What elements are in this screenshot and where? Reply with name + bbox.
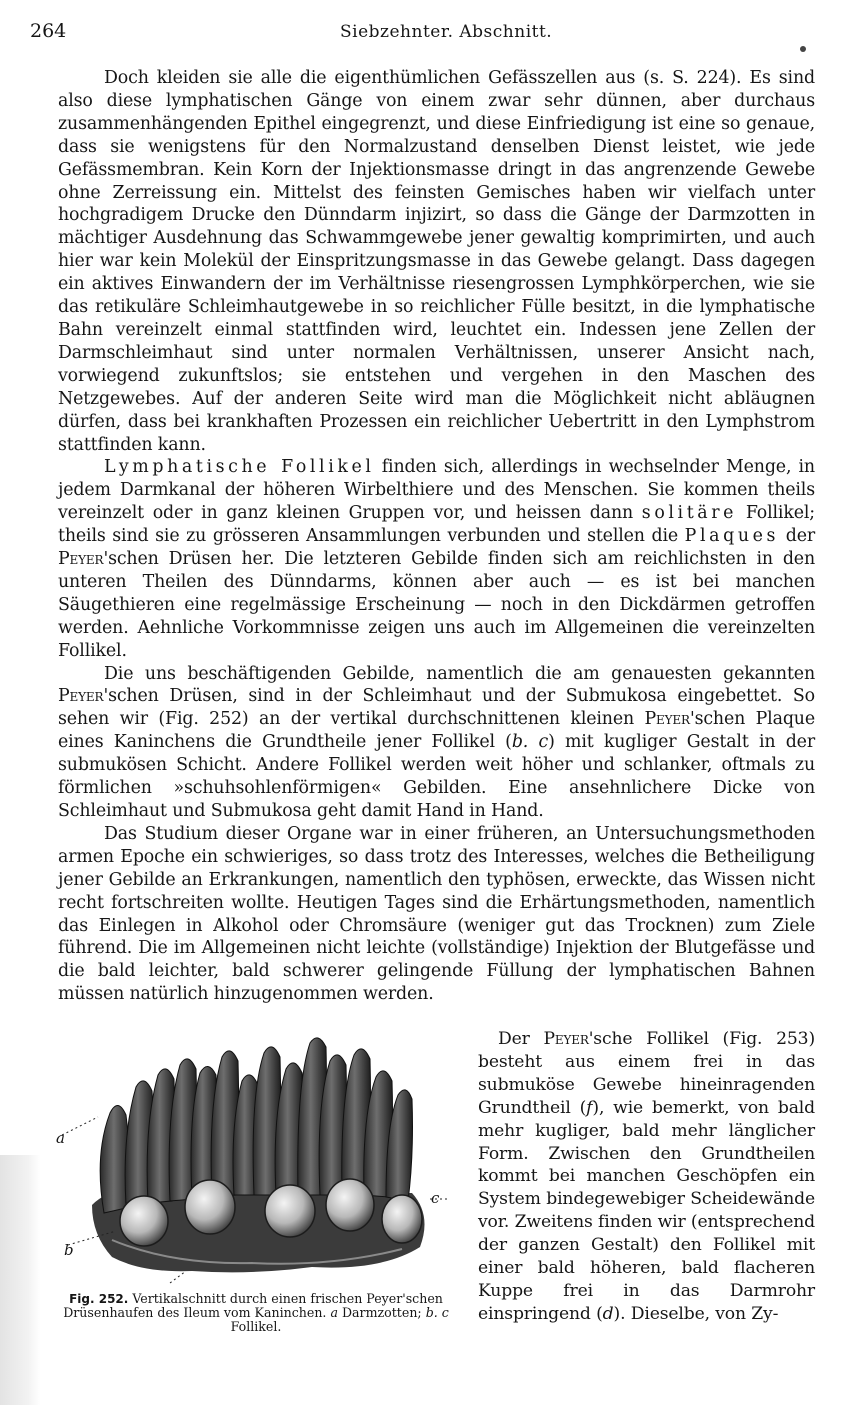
person-name: Peyer [58,686,104,707]
page-header [0,20,860,50]
paragraph-3: Die uns beschäftigenden Gebilde, namentlich die am genauesten gekannten Peyer'schen Drüsen, sind in der Schleimhaut und der Submukosa eingebettet. So sehen wir (Fig. 252) an der vertikal durchschnittenen kleinen Peyer'schen Plaque eines Kaninchens die Grundtheile jener Follikel (b. c) mit kugliger Gestalt in der submukösen Schicht. Andere Follikel werden weit höher und schlanker, oftmals zu förmlichen »schuhsohlenförmigen« Gebilden. Eine ansehnlichere Dicke von Schleimhaut und Submukosa geht damit Hand in Hand. [58,663,815,821]
term-solitaere: solitäre [641,503,738,524]
figure-label-a: a [56,1129,65,1147]
page-number: 264 [30,20,67,42]
villi-section-drawing [52,1035,455,1290]
running-head: Siebzehnter. Abschnitt. [340,22,553,42]
figure-252-caption: Fig. 252. Vertikalschnitt durch einen frischen Peyer'schen Drüsenhaufen des Ileum vom Kaninchen. a Darmzotten; b. c Follikel. [63,1291,449,1335]
figure-ref-label: f [586,1097,593,1118]
figure-ref-label: b. c [511,732,549,753]
ink-speck [800,46,806,52]
term-lymphatische-follikel: Lymphatische Follikel [104,457,375,478]
term-plaques: Plaques [684,526,780,547]
figure-252-illustration [52,1035,455,1290]
paragraph-1: Doch kleiden sie alle die eigenthümlichen Gefässzellen aus (s. S. 224). Es sind also diese lymphatischen Gänge von einem zwar sehr dünnen, aber durchaus zusammenhängenden Epithel eingegrenzt, und diese Einfriedigung ist eine so genaue, dass sie wenigstens für den Normalzustand denselben Dienst leistet, wie jede Gefässmembran. Kein Korn der Injektionsmasse dringt in das angrenzende Gewebe ohne Zerreissung ein. Mittelst des feinsten Gemisches haben wir vielfach unter hochgradigem Drucke den Dünndarm injizirt, so dass die Gänge der Darmzotten in mächtiger Ausdehnung das Schwammgewebe jener gewaltig komprimirten, und auch hier war kein Molekül der Einspritzungsmasse in das Gewebe gelangt. Dass dagegen ein aktives Einwandern der im Verhältnisse riesengrossen Lymphkörperchen, wie sie das retikuläre Schleimhautgewebe in so reichlicher Fülle besitzt, in die lymphatische Bahn vereinzelt einmal stattfinden wird, leuchtet ein. Indessen jene Zellen der Darmschleimhaut sind unter normalen Verhältnissen, unserer Ansicht nach, vorwiegend zukunftslos; sie entstehen und vergehen in den Maschen des Netzgewebes. Auf der anderen Seite wird man die Möglichkeit nicht abläugnen dürfen, dass bei krankhaften Prozessen ein reichlicher Uebertritt in den Lymphstrom stattfinden kann. [58,68,815,455]
right-text-column [478,1028,815,1326]
scan-edge-shadow [0,1155,40,1405]
figure-label-c: c [431,1189,440,1207]
person-name: Peyer [543,1029,589,1049]
person-name: Peyer [644,709,690,730]
figure-ref-label: d [602,1303,614,1324]
figure-label-b: b [64,1241,74,1259]
paragraph-2: Lymphatische Follikel finden sich, allerdings in wechselnder Menge, in jedem Darmkanal der höheren Wirbelthiere und des Menschen. Sie kommen theils vereinzelt oder in ganz kleinen Gruppen vor, und heissen dann solitäre Follikel; theils sind sie zu grösseren Ansammlungen verbunden und stellen die Plaques der Peyer'schen Drüsen her. Die letzteren Gebilde finden sich am reichlichsten in den unteren Theilen des Dünndarms, können aber auch — es ist bei manchen Säugethieren eine regelmässige Erscheinung — noch in den Dickdärmen getroffen werden. Aehnliche Vorkommnisse zeigen uns auch im Allgemeinen die vereinzelten Follikel. [58,457,815,661]
paragraph-4: Das Studium dieser Organe war in einer früheren, an Untersuchungsmethoden armen Epoche ein schwieriges, so dass trotz des Interesses, welches die Betheiligung jener Gebilde an Erkrankungen, namentlich den typhösen, erweckte, das Wissen nicht recht fortschreiten wollte. Heutigen Tages sind die Erhärtungsmethoden, namentlich das Einlegen in Alkohol oder Chromsäure (weniger gut das Trocknen) zum Ziele führend. Die im Allgemeinen nicht leichte (vollständige) Injektion der Blutgefässe und die bald leichter, bald schwerer gelingende Füllung der lymphatischen Bahnen müssen natürlich hinzugenommen werden. [58,823,815,1005]
paragraph-5: Der Peyer'sche Follikel (Fig. 253) besteht aus einem frei in das submuköse Gewebe hineinragenden Grundtheil (f), wie bemerkt, von bald mehr kugliger, bald mehr länglicher Form. Zwischen den Grundtheilen kommt bei manchen Geschöpfen ein System bindegewebiger Scheidewände vor. Zweitens finden wir (entsprechend der ganzen Gestalt) den Follikel mit einer bald höheren, bald flacheren Kuppe frei in das Darmrohr einspringend (d). Dieselbe, von Zy- [478,1029,815,1324]
person-name: Peyer [58,549,104,570]
main-text-column [58,67,815,1006]
